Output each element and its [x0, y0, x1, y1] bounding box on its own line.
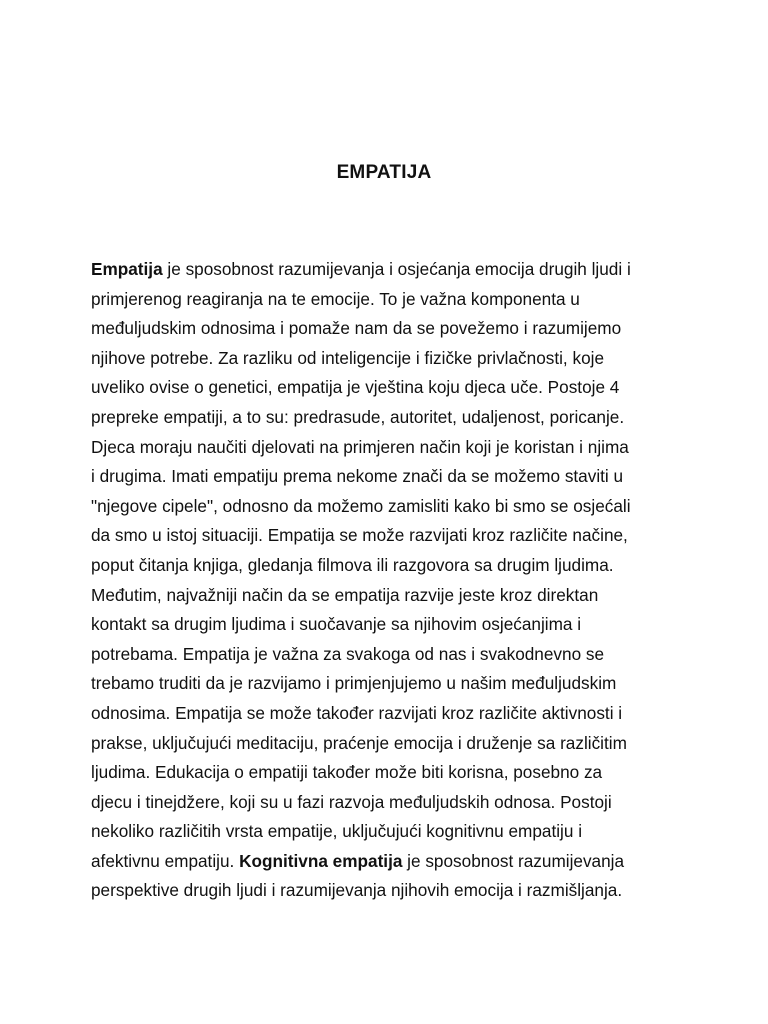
bold-term: Kognitivna empatija [239, 850, 403, 871]
paragraph-line: ljudima. Edukacija o empatiji također može biti korisna, posebno za [91, 762, 603, 783]
document-title: EMPATIJA [336, 162, 432, 183]
paragraph-line: i drugima. Imati empatiju prema nekome znači da se možemo staviti u [91, 466, 624, 487]
paragraph-line: prepreke empatiji, a to su: predrasude, autoritet, udaljenost, poricanje. [91, 406, 625, 427]
paragraph-line: Djeca moraju naučiti djelovati na primjeren način koji je koristan i njima [91, 436, 629, 457]
paragraph-line [91, 255, 681, 285]
paragraph-line: trebamo truditi da je razvijamo i primjenjujemo u našim međuljudskim [91, 673, 617, 694]
paragraph-line: da smo u istoj situaciji. Empatija se može razvijati kroz različite načine, [91, 525, 628, 546]
paragraph-line [91, 847, 681, 877]
paragraph-line: poput čitanja knjiga, gledanja filmova ili razgovora sa drugim ljudima. [91, 554, 614, 575]
paragraph-line: "njegove cipele", odnosno da možemo zamisliti kako bi smo se osjećali [91, 495, 631, 516]
paragraph-line: primjerenog reagiranja na te emocije. To je važna komponenta u [91, 288, 580, 309]
paragraph-line: uveliko ovise o genetici, empatija je vještina koju djeca uče. Postoje 4 [91, 377, 620, 398]
paragraph-line: međuljudskim odnosima i pomaže nam da se povežemo i razumijemo [91, 318, 622, 339]
paragraph-line: njihove potrebe. Za razliku od inteligencije i fizičke privlačnosti, koje [91, 347, 605, 368]
paragraph-line: djecu i tinejdžere, koji su u fazi razvoja međuljudskih odnosa. Postoji [91, 791, 612, 812]
paragraph-line: nekoliko različitih vrsta empatije, uključujući kognitivnu empatiju i [91, 821, 583, 842]
paragraph-line: potrebama. Empatija je važna za svakoga od nas i svakodnevno se [91, 643, 605, 664]
paragraph-line: Međutim, najvažniji način da se empatija razvije jeste kroz direktan [91, 584, 599, 605]
line-text: afektivnu empatiju. [91, 850, 240, 871]
bold-term: Empatija [91, 259, 163, 279]
line-text: je sposobnost razumijevanja [402, 850, 625, 871]
paragraph-line: kontakt sa drugim ljudima i suočavanje sa njihovim osjećanjima i [91, 614, 582, 635]
paragraph-line: odnosima. Empatija se može također razvijati kroz različite aktivnosti i [91, 702, 623, 723]
paragraph-line: perspektive drugih ljudi i razumijevanja njihovih emocija i razmišljanja. [91, 880, 623, 901]
document-paragraph [91, 255, 681, 906]
line-text: je sposobnost razumijevanja i osjećanja emocija drugih ljudi i [162, 259, 631, 279]
paragraph-line: prakse, uključujući meditaciju, praćenje emocija i druženje sa različitim [91, 732, 627, 753]
